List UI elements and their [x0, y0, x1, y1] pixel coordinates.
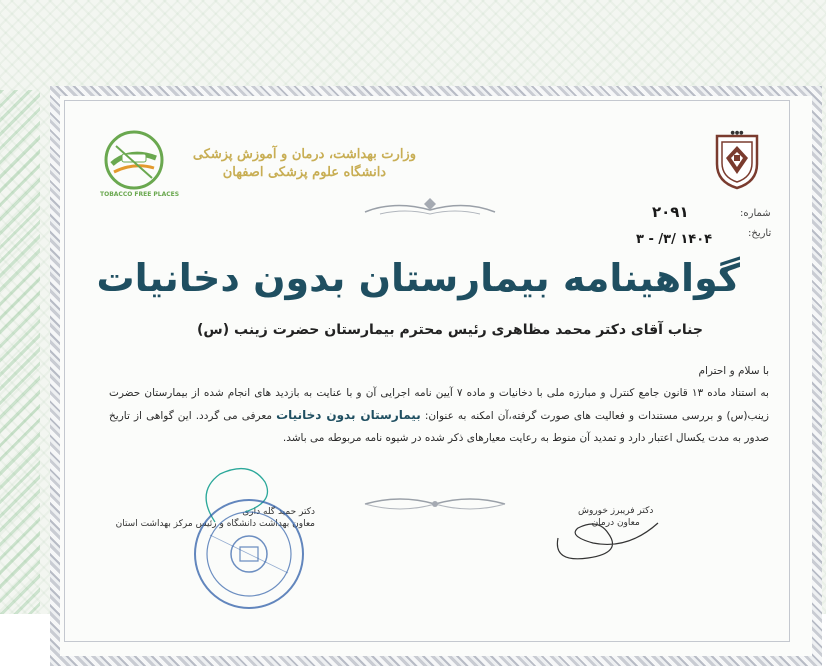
official-stamp-icon: [190, 495, 308, 613]
body-paragraph: به استناد ماده ۱۳ قانون جامع کنترل و مبارزه ملی با دخانیات و ماده ۷ آیین نامه اجرایی آن و با عنایت به بازدید های انجام شده از بیمارستان حضرت زینب(س) و بررسی مستندات و فعالیت های صورت گرفته،آن امکنه به عنوان:: [109, 387, 769, 422]
tobacco-free-logo-caption: TOBACCO FREE PLACES: [100, 191, 180, 198]
footer-ornament-icon: [360, 492, 510, 514]
certificate-title: گواهینامه بیمارستان بدون دخانیات: [96, 256, 740, 300]
number-label: شماره:: [740, 208, 771, 219]
greeting: با سلام و احترام: [698, 365, 769, 377]
addressee-line: جناب آقای دکتر محمد مظاهری رئیس محترم بیمارستان حضرت زینب (س): [197, 322, 703, 338]
university-logo-icon: [712, 128, 762, 190]
ministry-header: [193, 146, 416, 182]
svg-text:●●●: ●●●: [730, 130, 744, 136]
signatory-right-title: معاون درمان: [591, 518, 640, 528]
ministry-line-2: دانشگاه علوم پزشکی اصفهان: [222, 165, 387, 180]
signatory-left-title: معاون بهداشت دانشگاه و رئیس مرکز بهداشت استان: [115, 519, 315, 529]
letter-number: ۲۰۹۱: [652, 203, 689, 221]
date-label: تاریخ:: [748, 228, 772, 239]
signatory-left-name: دکتر حمید گله داری: [242, 507, 315, 517]
letter-date: ۳ - /۳/ ۱۴۰۴: [636, 232, 713, 247]
signatory-right-name: دکتر فریبرز خوروش: [578, 506, 654, 516]
certificate-highlight: بیمارستان بدون دخانیات: [276, 408, 421, 422]
green-pattern-strip: [0, 90, 40, 614]
ministry-line-1: وزارت بهداشت، درمان و آموزش پزشکی: [192, 147, 416, 162]
certificate-body: [109, 360, 769, 449]
body-paragraph-2: معرفی می گردد. این گواهی از تاریخ صدور به مدت یکسال اعتبار دارد و تمدید آن منوط به رعایت معیارهای ذکر شده در شیوه نامه مربوطه می باشد.: [109, 410, 769, 444]
tobacco-free-logo-icon: [100, 128, 180, 198]
header-ornament-icon: [360, 198, 500, 220]
signature-right-scribble-icon: [548, 508, 668, 568]
